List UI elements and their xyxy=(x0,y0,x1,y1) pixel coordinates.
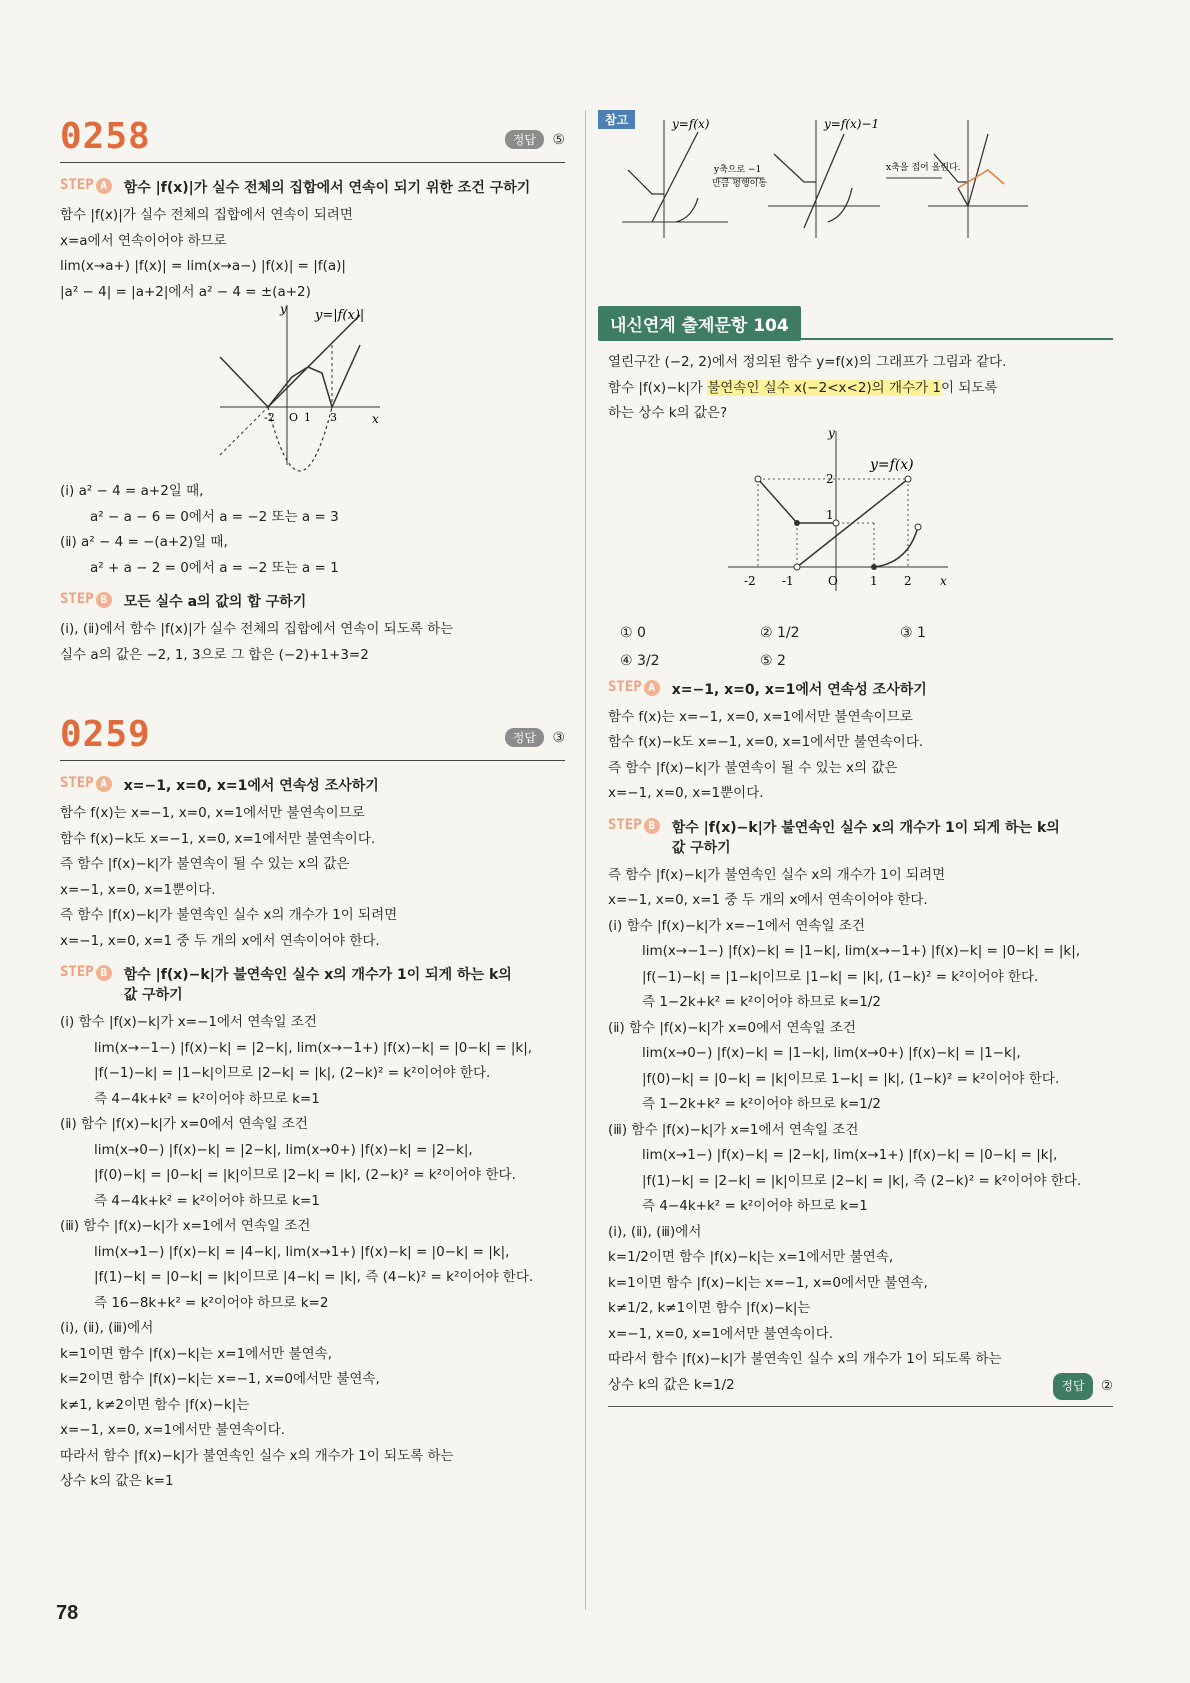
solution-text xyxy=(60,801,565,954)
text-line: x=−1, x=0, x=1 중 두 개의 x에서 연속이어야 한다. xyxy=(608,892,928,908)
tick-label: 2 xyxy=(826,471,834,486)
text-line: lim(x→0−) |f(x)−k| = |2−k|, lim(x→0+) |f(x)−k| = |2−k|, xyxy=(94,1141,473,1158)
arrow-label: x축을 접어 올린다. xyxy=(886,163,961,173)
text-line: k≠1, k≠2이면 함수 |f(x)−k|는 xyxy=(60,1396,250,1413)
text-line: k=1/2이면 함수 |f(x)−k|는 x=1에서만 불연속, xyxy=(608,1249,894,1265)
step-a-heading xyxy=(60,177,565,197)
text-line: (ⅰ), (ⅱ), (ⅲ)에서 xyxy=(608,1223,702,1240)
solution-text xyxy=(608,705,1113,807)
text-line: 즉 4−4k+k² = k²이어야 하므로 k=1 xyxy=(94,1192,320,1209)
text-line: 따라서 함수 |f(x)−k|가 불연속인 실수 x의 개수가 1이 되도록 하는 xyxy=(608,1351,1002,1367)
reference-graphs xyxy=(608,110,1113,250)
closed-point xyxy=(871,564,877,570)
problem-number: 0259 xyxy=(60,714,151,755)
step-tag: STEP B xyxy=(60,591,112,611)
text-line: (ⅱ) 함수 |f(x)−k|가 x=0에서 연속일 조건 xyxy=(608,1019,856,1036)
answer-value: ② xyxy=(1100,1377,1113,1394)
text-line: 실수 a의 값은 −2, 1, 3으로 그 합은 (−2)+1+3=2 xyxy=(60,646,369,663)
text-line: lim(x→a+) |f(x)| = lim(x→a−) |f(x)| = |f(a)| xyxy=(60,258,346,274)
answer-indicator xyxy=(505,130,565,149)
text-line: x=−1, x=0, x=1뿐이다. xyxy=(60,881,216,898)
solution-text xyxy=(60,203,565,305)
text-line: 함수 |f(x)−k|가 불연속인 실수 x(−2<x<2)의 개수가 1이 되도록 xyxy=(608,379,998,396)
text-line: a² + a − 2 = 0에서 a = −2 또는 a = 1 xyxy=(90,559,339,576)
line-solid xyxy=(268,315,360,407)
text-line: |a² − 4| = |a+2|에서 a² − 4 = ±(a+2) xyxy=(60,283,311,300)
ref-graph-2 xyxy=(768,117,880,238)
curve-abs-f xyxy=(220,345,360,407)
solution-text xyxy=(60,617,565,668)
tick-label: O xyxy=(828,573,838,588)
text-line: 하는 상수 k의 값은? xyxy=(608,405,728,421)
text-line: 즉 함수 |f(x)−k|가 불연속이 될 수 있는 x의 값은 xyxy=(60,856,350,872)
tick-label: 1 xyxy=(826,507,834,522)
text-line: |f(0)−k| = |0−k| = |k|이므로 1−k| = |k|, (1−k)² = k²이어야 한다. xyxy=(642,1070,1060,1087)
ref-graph-label: y=f(x) xyxy=(672,117,710,131)
step-title: x=−1, x=0, x=1에서 연속성 조사하기 xyxy=(123,778,379,794)
text-line: a² − a − 6 = 0에서 a = −2 또는 a = 3 xyxy=(90,508,339,525)
step-title: 함수 |f(x)|가 실수 전체의 집합에서 연속이 되기 위한 조건 구하기 xyxy=(123,180,531,196)
text-line: 함수 f(x)는 x=−1, x=0, x=1에서만 불연속이므로 xyxy=(60,805,365,821)
step-a-heading xyxy=(608,679,1113,699)
tick-label: 3 xyxy=(330,411,337,424)
y-axis-label: y xyxy=(828,426,835,440)
step-tag: STEP B xyxy=(608,817,660,857)
open-point xyxy=(755,476,761,482)
highlight: 불연속인 실수 x(−2<x<2)의 개수가 1 xyxy=(707,379,942,396)
step-title: 함수 |f(x)−k|가 불연속인 실수 x의 개수가 1이 되게 하는 k의 값 구하기 xyxy=(123,967,512,1003)
text-line: k=2이면 함수 |f(x)−k|는 x=−1, x=0에서만 불연속, xyxy=(60,1371,380,1387)
ref-graph-3 xyxy=(928,120,1028,238)
tick-label: 2 xyxy=(904,573,912,588)
curve xyxy=(874,527,918,567)
tick-label: 1 xyxy=(304,411,311,424)
section-banner: 내신연계 출제문항 104 xyxy=(598,306,801,341)
step-tag: STEP A xyxy=(608,679,660,699)
page-number: 78 xyxy=(56,1602,79,1624)
closed-point xyxy=(794,520,800,526)
text-line: |f(1)−k| = |2−k| = |k|이므로 |2−k| = |k|, 즉 (2−k)² = k²이어야 한다. xyxy=(642,1172,1082,1189)
step-tag: STEP A xyxy=(60,177,112,197)
text-line: x=−1, x=0, x=1 중 두 개의 x에서 연속이어야 한다. xyxy=(60,932,380,949)
solution-text xyxy=(60,479,565,581)
text-line: lim(x→0−) |f(x)−k| = |1−k|, lim(x→0+) |f(x)−k| = |1−k|, xyxy=(642,1045,1021,1061)
open-point xyxy=(794,564,800,570)
graph-abs-f xyxy=(60,305,565,475)
text-line: |f(−1)−k| = |1−k|이므로 |2−k| = |k|, (2−k)² = k²이어야 한다. xyxy=(94,1065,491,1081)
graph-label: y=|f(x)| xyxy=(315,308,365,323)
step-tag: STEP B xyxy=(60,964,112,1004)
choice-3[interactable]: ③ 1 xyxy=(900,624,926,641)
left-column xyxy=(60,110,565,1495)
graph-label: y=f(x) xyxy=(870,456,914,473)
text-line: 즉 16−8k+k² = k²이어야 하므로 k=2 xyxy=(94,1294,329,1311)
right-column xyxy=(605,110,1113,1407)
segment xyxy=(758,479,797,523)
line-dashed xyxy=(220,407,268,455)
tick-label: -2 xyxy=(744,573,756,588)
ref-graph-label: y=f(x)−1 xyxy=(824,117,880,131)
text-line: 상수 k의 값은 k=1 xyxy=(60,1473,174,1489)
text-line: 상수 k의 값은 k=1/2 정답 ② xyxy=(608,1373,1113,1399)
text-line: (ⅲ) 함수 |f(x)−k|가 x=1에서 연속일 조건 xyxy=(60,1218,311,1234)
text-line: x=a에서 연속이어야 하므로 xyxy=(60,232,227,249)
text-line: k=1이면 함수 |f(x)−k|는 x=−1, x=0에서만 불연속, xyxy=(608,1274,928,1291)
step-b-heading xyxy=(60,964,565,1004)
tick-label: -2 xyxy=(264,411,275,424)
text-line: (ⅱ) a² − 4 = −(a+2)일 때, xyxy=(60,534,228,550)
text-line: 함수 f(x)−k도 x=−1, x=0, x=1에서만 불연속이다. xyxy=(60,830,376,847)
text-line: k≠1/2, k≠1이면 함수 |f(x)−k|는 xyxy=(608,1300,811,1316)
step-a-heading xyxy=(60,775,565,795)
text-line: 즉 4−4k+k² = k²이어야 하므로 k=1 xyxy=(94,1090,320,1107)
banner-line xyxy=(608,338,1113,340)
text-line: 함수 f(x)는 x=−1, x=0, x=1에서만 불연속이므로 xyxy=(608,708,913,725)
choice-2[interactable]: ② 1/2 xyxy=(760,624,800,641)
text-line: 즉 함수 |f(x)−k|가 불연속이 될 수 있는 x의 값은 xyxy=(608,759,898,776)
x-axis-label: x xyxy=(940,573,947,588)
answer-badge: 정답 xyxy=(505,728,544,747)
reference-tag: 참고 xyxy=(598,110,635,129)
text-line: 따라서 함수 |f(x)−k|가 불연속인 실수 x의 개수가 1이 되도록 하는 xyxy=(60,1447,454,1464)
problem-number: 0258 xyxy=(60,116,151,157)
text-line: lim(x→−1−) |f(x)−k| = |1−k|, lim(x→−1+) |f(x)−k| = |0−k| = |k|, xyxy=(642,943,1081,959)
text-line: 즉 함수 |f(x)−k|가 불연속인 실수 x의 개수가 1이 되려면 xyxy=(608,866,946,883)
axes xyxy=(220,305,380,465)
choice-1[interactable]: ① 0 xyxy=(620,624,646,641)
answer-value: ③ xyxy=(552,730,565,746)
problem-0259-header xyxy=(60,708,565,761)
step-title: 함수 |f(x)−k|가 불연속인 실수 x의 개수가 1이 되게 하는 k의 값 구하기 xyxy=(671,819,1060,856)
answer-badge: 정답 xyxy=(1053,1373,1092,1401)
step-tag: STEP A xyxy=(60,775,112,795)
text-line: k=1이면 함수 |f(x)−k|는 x=1에서만 불연속, xyxy=(60,1345,333,1362)
text-line: lim(x→−1−) |f(x)−k| = |2−k|, lim(x→−1+) |f(x)−k| = |0−k| = |k|, xyxy=(94,1039,533,1056)
arrow-label: 만큼 평행이동 xyxy=(712,179,768,189)
answer-value: ⑤ xyxy=(552,132,565,148)
text-line: |f(1)−k| = |0−k| = |k|이므로 |4−k| = |k|, 즉 (4−k)² = k²이어야 한다. xyxy=(94,1269,534,1285)
text-line: 함수 f(x)−k도 x=−1, x=0, x=1에서만 불연속이다. xyxy=(608,734,924,750)
text-line: lim(x→1−) |f(x)−k| = |4−k|, lim(x→1+) |f(x)−k| = |0−k| = |k|, xyxy=(94,1243,510,1260)
solution-text xyxy=(608,863,1113,1408)
text-line: (ⅰ), (ⅱ)에서 함수 |f(x)|가 실수 전체의 집합에서 연속이 되도록 하는 xyxy=(60,621,454,637)
text-line: 즉 1−2k+k² = k²이어야 하므로 k=1/2 xyxy=(642,994,881,1010)
step-title: 모든 실수 a의 값의 합 구하기 xyxy=(123,594,307,610)
text-line: x=−1, x=0, x=1에서만 불연속이다. xyxy=(608,1325,834,1342)
text-line: 즉 1−2k+k² = k²이어야 하므로 k=1/2 xyxy=(642,1096,881,1112)
text-line: 즉 4−4k+k² = k²이어야 하므로 k=1 xyxy=(642,1198,868,1214)
text-line: |f(0)−k| = |0−k| = |k|이므로 |2−k| = |k|, (2−k)² = k²이어야 한다. xyxy=(94,1167,516,1183)
column-divider xyxy=(585,110,586,1610)
open-point xyxy=(915,524,921,530)
arrow-label: y축으로 −1 xyxy=(714,165,762,175)
axes xyxy=(728,431,948,591)
text-line: 즉 함수 |f(x)−k|가 불연속인 실수 x의 개수가 1이 되려면 xyxy=(60,907,398,923)
step-title: x=−1, x=0, x=1에서 연속성 조사하기 xyxy=(671,681,927,698)
x-axis-label: x xyxy=(372,412,379,426)
answer-choices xyxy=(620,625,1113,669)
choice-5[interactable]: ⑤ 2 xyxy=(760,652,786,669)
text-line: x=−1, x=0, x=1에서만 불연속이다. xyxy=(60,1422,286,1438)
text-line: |f(−1)−k| = |1−k|이므로 |1−k| = |k|, (1−k)² = k²이어야 한다. xyxy=(642,968,1039,985)
step-b-heading xyxy=(608,817,1113,857)
reference-box xyxy=(605,110,1113,250)
tick-label: -1 xyxy=(782,573,794,588)
text-line: lim(x→1−) |f(x)−k| = |2−k|, lim(x→1+) |f(x)−k| = |0−k| = |k|, xyxy=(642,1147,1058,1163)
question-text xyxy=(608,350,1113,427)
text-line: x=−1, x=0, x=1뿐이다. xyxy=(608,785,764,801)
final-answer xyxy=(1053,1373,1113,1401)
step-b-heading xyxy=(60,591,565,611)
text-line: (ⅲ) 함수 |f(x)−k|가 x=1에서 연속일 조건 xyxy=(608,1121,859,1138)
solution-text xyxy=(60,1010,565,1495)
open-point xyxy=(833,520,839,526)
text-line: 함수 |f(x)|가 실수 전체의 집합에서 연속이 되려면 xyxy=(60,207,353,223)
curve-parabola xyxy=(268,407,332,471)
tick-label: O xyxy=(289,411,299,424)
text-line: (ⅱ) 함수 |f(x)−k|가 x=0에서 연속일 조건 xyxy=(60,1116,308,1132)
choice-4[interactable]: ④ 3/2 xyxy=(620,652,660,669)
text-line: (ⅰ), (ⅱ), (ⅲ)에서 xyxy=(60,1320,154,1336)
text-line: (ⅰ) 함수 |f(x)−k|가 x=−1에서 연속일 조건 xyxy=(60,1014,317,1030)
problem-0258-header xyxy=(60,110,565,163)
text-line: (ⅰ) 함수 |f(x)−k|가 x=−1에서 연속일 조건 xyxy=(608,917,865,934)
text-line: 열린구간 (−2, 2)에서 정의된 함수 y=f(x)의 그래프가 그림과 같다. xyxy=(608,354,1007,370)
ref-graph-1 xyxy=(622,117,728,238)
open-point xyxy=(905,476,911,482)
text-line: (ⅰ) a² − 4 = a+2일 때, xyxy=(60,483,204,499)
tick-label: 1 xyxy=(870,573,878,588)
end-rule xyxy=(608,1406,1113,1407)
answer-badge: 정답 xyxy=(505,130,544,149)
banner-wrap xyxy=(608,306,1113,340)
graph-f xyxy=(608,427,1113,607)
y-axis-label: y xyxy=(280,305,287,316)
answer-indicator xyxy=(505,728,565,747)
